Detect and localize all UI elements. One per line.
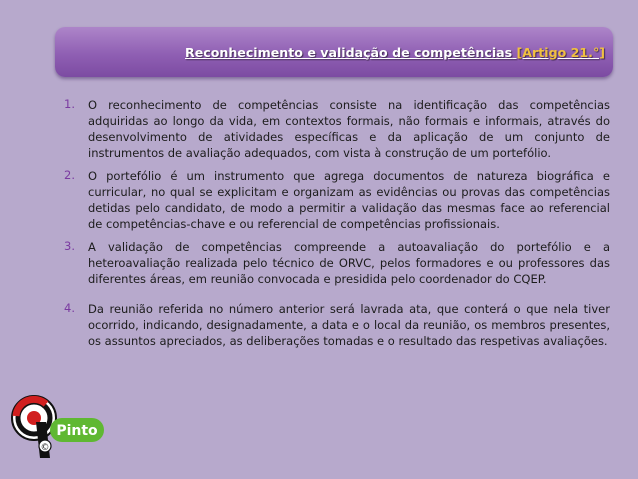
list-item — [64, 168, 610, 232]
item-text: Da reunião referida no número anterior será lavrada ata, que conterá o que nela tiver ocorrido, indicando, designadamente, a data e o local da reunião, os membros presentes, os assuntos apreciados, as deliberações tomadas e o resultado das respetivas avaliações. — [88, 302, 610, 348]
item-number: 1. — [64, 97, 75, 111]
item-number: 4. — [64, 301, 75, 315]
list-item — [64, 301, 610, 349]
list-item — [64, 97, 610, 161]
article-list — [64, 97, 610, 356]
item-number: 2. — [64, 168, 75, 182]
article-reference: [Artigo 21.°] — [516, 44, 605, 60]
slide-title — [185, 45, 605, 60]
item-text: O reconhecimento de competências consiste na identificação das competências adquiridas ao longo da vida, em contextos formais, não formais e informais, através do desenvolvimento de atividades específicas e da aplicação de um conjunto de instrumentos de avaliação adequados, com vista à construção de um portefólio. — [88, 98, 610, 160]
item-number: 3. — [64, 239, 75, 253]
logo-text: Pinto — [56, 423, 98, 439]
slide-title-text: Reconhecimento e validação de competências — [185, 44, 513, 60]
item-text: A validação de competências compreende a autoavaliação do portefólio e a heteroavaliação realizada pelo técnico de ORVC, pelos formadores e ou professores das diferentes áreas, em reunião convocada e presidida pelo coordenador do CQEP. — [88, 240, 610, 286]
item-text: O portefólio é um instrumento que agrega documentos de natureza biográfica e curricular, no qual se explicitam e organizam as evidências ou provas das competências detidas pelo candidato, de modo a permitir a validação das mesmas face ao referencial de competências-chave e ou referencial de competências profissionais. — [88, 169, 610, 231]
list-item — [64, 239, 610, 287]
pinto-logo — [6, 392, 106, 468]
title-banner — [55, 27, 613, 77]
copyright-mark: © — [40, 443, 50, 453]
